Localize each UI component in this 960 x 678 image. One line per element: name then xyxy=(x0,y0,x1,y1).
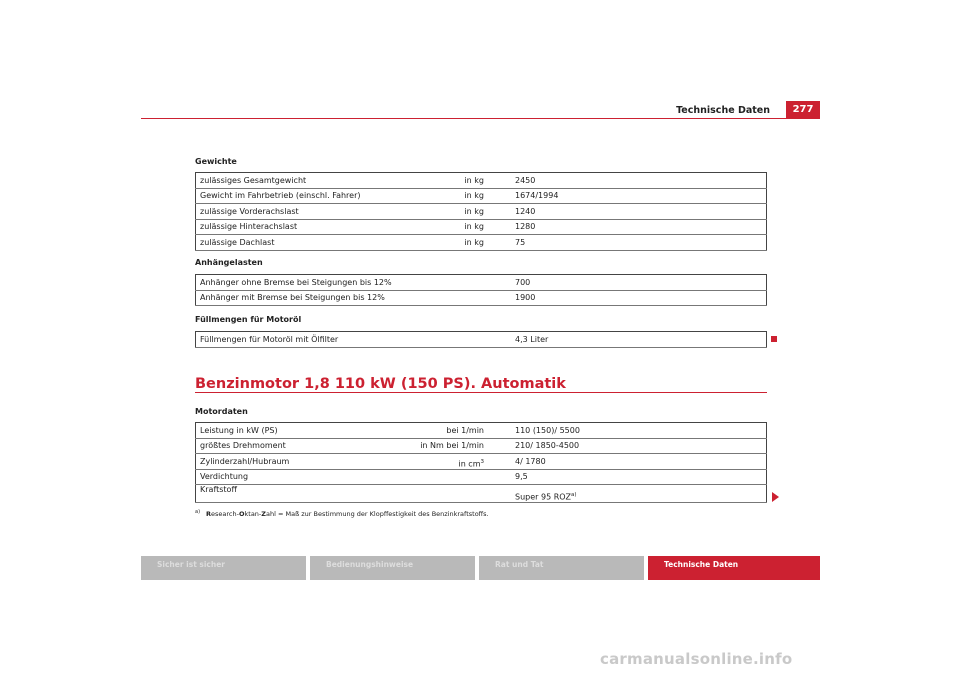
row-value: 4,3 Liter xyxy=(486,332,767,348)
page-number: 277 xyxy=(786,101,820,118)
row-unit: in Nm bei 1/min xyxy=(414,438,486,454)
row-label: zulässige Dachlast xyxy=(196,235,415,251)
row-value: 1900 xyxy=(486,290,767,306)
footnote-text-3: ahl = Maß zur Bestimmung der Klopffestigkeit des Benzinkraftstoffs. xyxy=(265,510,489,519)
footnote xyxy=(195,509,489,518)
row-label: Zylinderzahl/Hubraum xyxy=(196,454,415,470)
row-unit: in kg xyxy=(414,173,486,189)
trailer-table xyxy=(195,274,767,306)
row-label: Kraftstoff xyxy=(196,485,415,503)
table-row xyxy=(196,332,767,348)
row-label: Verdichtung xyxy=(196,469,415,485)
table-row xyxy=(196,275,767,291)
row-value: 4/ 1780 xyxy=(486,454,767,470)
table-row xyxy=(196,454,767,470)
row-unit: in kg xyxy=(414,204,486,220)
row-value: 2450 xyxy=(486,173,767,189)
engine-heading: Benzinmotor 1,8 110 kW (150 PS). Automatik xyxy=(195,376,566,392)
row-unit xyxy=(414,485,486,503)
table-row xyxy=(196,423,767,439)
section-heading-trailer: Anhängelasten xyxy=(195,258,263,267)
section-end-marker xyxy=(771,336,777,342)
footer-tab-bedienungshinweise[interactable]: Bedienungshinweise xyxy=(310,556,475,580)
row-unit: in kg xyxy=(414,219,486,235)
row-value xyxy=(486,485,767,503)
row-value: 210/ 1850-4500 xyxy=(486,438,767,454)
heading-rule xyxy=(195,392,767,393)
oil-table xyxy=(195,331,767,348)
footnote-text-2: ktan- xyxy=(244,510,262,519)
footnote-letter-z: Z xyxy=(261,510,266,519)
table-row xyxy=(196,438,767,454)
row-label: Anhänger ohne Bremse bei Steigungen bis 12% xyxy=(196,275,415,291)
engine-table xyxy=(195,422,767,503)
footer-tab-sicher-ist-sicher[interactable]: Sicher ist sicher xyxy=(141,556,306,580)
watermark: carmanualsonline.info xyxy=(600,650,793,668)
row-unit: in kg xyxy=(414,235,486,251)
row-label: zulässige Hinterachslast xyxy=(196,219,415,235)
row-label: zulässiges Gesamtgewicht xyxy=(196,173,415,189)
footnote-text-1: esearch- xyxy=(211,510,239,519)
row-label: Füllmengen für Motoröl mit Ölfilter xyxy=(196,332,415,348)
footer-tab-technische-daten[interactable]: Technische Daten xyxy=(648,556,820,580)
row-value: 1280 xyxy=(486,219,767,235)
table-row xyxy=(196,188,767,204)
row-unit: bei 1/min xyxy=(414,423,486,439)
table-row xyxy=(196,235,767,251)
row-value: 700 xyxy=(486,275,767,291)
row-label: größtes Drehmoment xyxy=(196,438,415,454)
row-value: 1674/1994 xyxy=(486,188,767,204)
row-value: 1240 xyxy=(486,204,767,220)
row-unit: in kg xyxy=(414,188,486,204)
row-unit xyxy=(414,290,486,306)
header-rule xyxy=(141,118,820,119)
table-row xyxy=(196,173,767,189)
value-text: Super 95 ROZ xyxy=(515,493,572,502)
page-header-title: Technische Daten xyxy=(676,105,770,116)
row-unit xyxy=(414,469,486,485)
table-row xyxy=(196,469,767,485)
footnote-mark: a) xyxy=(195,509,201,515)
table-row xyxy=(196,290,767,306)
footnote-reference[interactable]: a) xyxy=(571,492,577,499)
row-value: 9,5 xyxy=(486,469,767,485)
table-row xyxy=(196,204,767,220)
table-row xyxy=(196,219,767,235)
unit-text: in cm xyxy=(458,459,481,469)
row-unit xyxy=(414,332,486,348)
unit-superscript: 3 xyxy=(480,458,484,465)
row-label: Leistung in kW (PS) xyxy=(196,423,415,439)
row-unit xyxy=(414,275,486,291)
row-label: Gewicht im Fahrbetrieb (einschl. Fahrer) xyxy=(196,188,415,204)
footnote-letter-o: O xyxy=(238,510,245,519)
row-value: 110 (150)/ 5500 xyxy=(486,423,767,439)
weights-table xyxy=(195,172,767,251)
section-heading-engine-data: Motordaten xyxy=(195,407,248,416)
row-label: zulässige Vorderachslast xyxy=(196,204,415,220)
continue-arrow-icon xyxy=(772,492,779,502)
section-heading-weights: Gewichte xyxy=(195,157,237,166)
section-heading-oil: Füllmengen für Motoröl xyxy=(195,315,302,324)
row-unit xyxy=(414,454,486,470)
table-row xyxy=(196,485,767,503)
footnote-letter-r: R xyxy=(206,510,212,519)
footer-tab-rat-und-tat[interactable]: Rat und Tat xyxy=(479,556,644,580)
row-value: 75 xyxy=(486,235,767,251)
row-label: Anhänger mit Bremse bei Steigungen bis 12% xyxy=(196,290,415,306)
